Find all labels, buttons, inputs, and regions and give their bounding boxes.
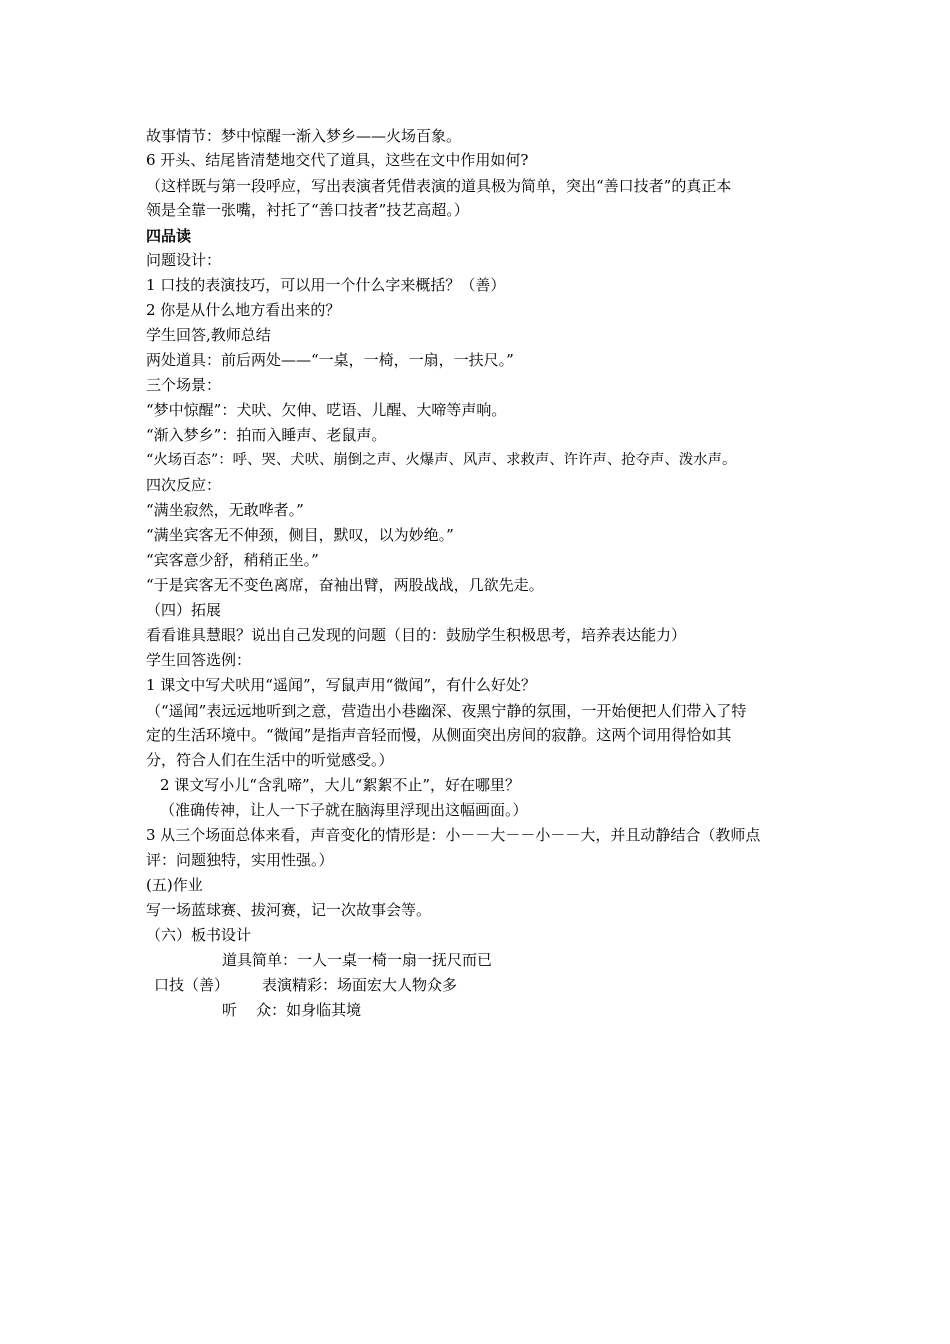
text-line: 看看谁具慧眼？说出自己发现的问题（目的：鼓励学生积极思考，培养表达能力） [146, 626, 687, 644]
text-line: 6 开头、结尾皆清楚地交代了道具，这些在文中作用如何? [146, 151, 529, 169]
text-line: “梦中惊醒”：犬吠、欠伸、呓语、儿醒、大啼等声响。 [146, 401, 507, 419]
section-heading: （六）板书设计 [146, 926, 252, 944]
section-heading: (五)作业 [146, 876, 203, 894]
text-line: 三个场景： [146, 376, 222, 394]
text-line: “满坐宾客无不伸颈，侧目，默叹，以为妙绝。” [146, 526, 454, 544]
text-line: 写一场蓝球赛、拔河赛，记一次故事会等。 [146, 901, 432, 919]
text-line: 1 课文中写犬吠用“遥闻”，写鼠声用“微闻”，有什么好处？ [146, 676, 536, 694]
section-heading: （四）拓展 [146, 601, 222, 619]
text-line: 分，符合人们在生活中的听觉感受。） [146, 751, 394, 769]
text-line: （这样既与第一段呼应，写出表演者凭借表演的道具极为简单，突出“善口技者”的真正本 [146, 177, 732, 195]
text-line: 3 从三个场面总体来看，声音变化的情形是：小－－大－－小－－大，并且动静结合（教师点 [146, 826, 761, 844]
text-line: 学生回答选例： [146, 651, 252, 669]
text-line: 四次反应： [146, 476, 222, 494]
text-line: 评：问题独特，实用性强。） [146, 851, 334, 869]
text-line: 问题设计： [146, 251, 222, 269]
text-line: （准确传神，让人一下子就在脑海里浮现出这幅画面。） [160, 801, 528, 819]
text-line: 学生回答,教师总结 [146, 326, 271, 344]
text-line: 定的生活环境中。“微闻”是指声音轻而慢，从侧面突出房间的寂静。这两个词用得恰如其 [146, 726, 732, 744]
board-topic: 口技（善） [154, 976, 230, 994]
text-line: 两处道具：前后两处——“一桌，一椅，一扇，一扶尺。” [146, 351, 514, 369]
text-line: 2 课文写小儿“含乳啼”，大儿“絮絮不止”，好在哪里？ [160, 776, 520, 794]
board-row-audience: 听 众：如身临其境 [222, 1001, 362, 1019]
text-line: “渐入梦乡”：拍而入睡声、老鼠声。 [146, 426, 387, 444]
text-line: 故事情节：梦中惊醒一渐入梦乡——火场百象。 [146, 127, 462, 145]
text-line: “于是宾客无不变色离席，奋袖出臂，两股战战，几欲先走。 [146, 576, 544, 594]
board-row-performance: 表演精彩：场面宏大人物众多 [262, 976, 458, 994]
text-line: 2 你是从什么地方看出来的？ [146, 301, 341, 319]
text-line: “满坐寂然，无敢哗者。” [146, 501, 304, 519]
text-line: 领是全靠一张嘴，衬托了“善口技者”技艺高超。） [146, 201, 469, 219]
section-heading: 四品读 [146, 227, 192, 245]
board-row-props: 道具简单：一人一桌一椅一扇一抚尺而已 [222, 951, 493, 969]
text-line: 1 口技的表演技巧，可以用一个什么字来概括？（善） [146, 276, 506, 294]
text-line: “火场百态”：呼、哭、犬吠、崩倒之声、火爆声、风声、求救声、许许声、抢夺声、泼水声。 [146, 452, 737, 468]
text-line: “宾客意少舒，稍稍正坐。” [146, 551, 319, 569]
text-line: （“遥闻”表远远地听到之意，营造出小巷幽深、夜黑宁静的氛围，一开始便把人们带入了特 [146, 702, 747, 720]
